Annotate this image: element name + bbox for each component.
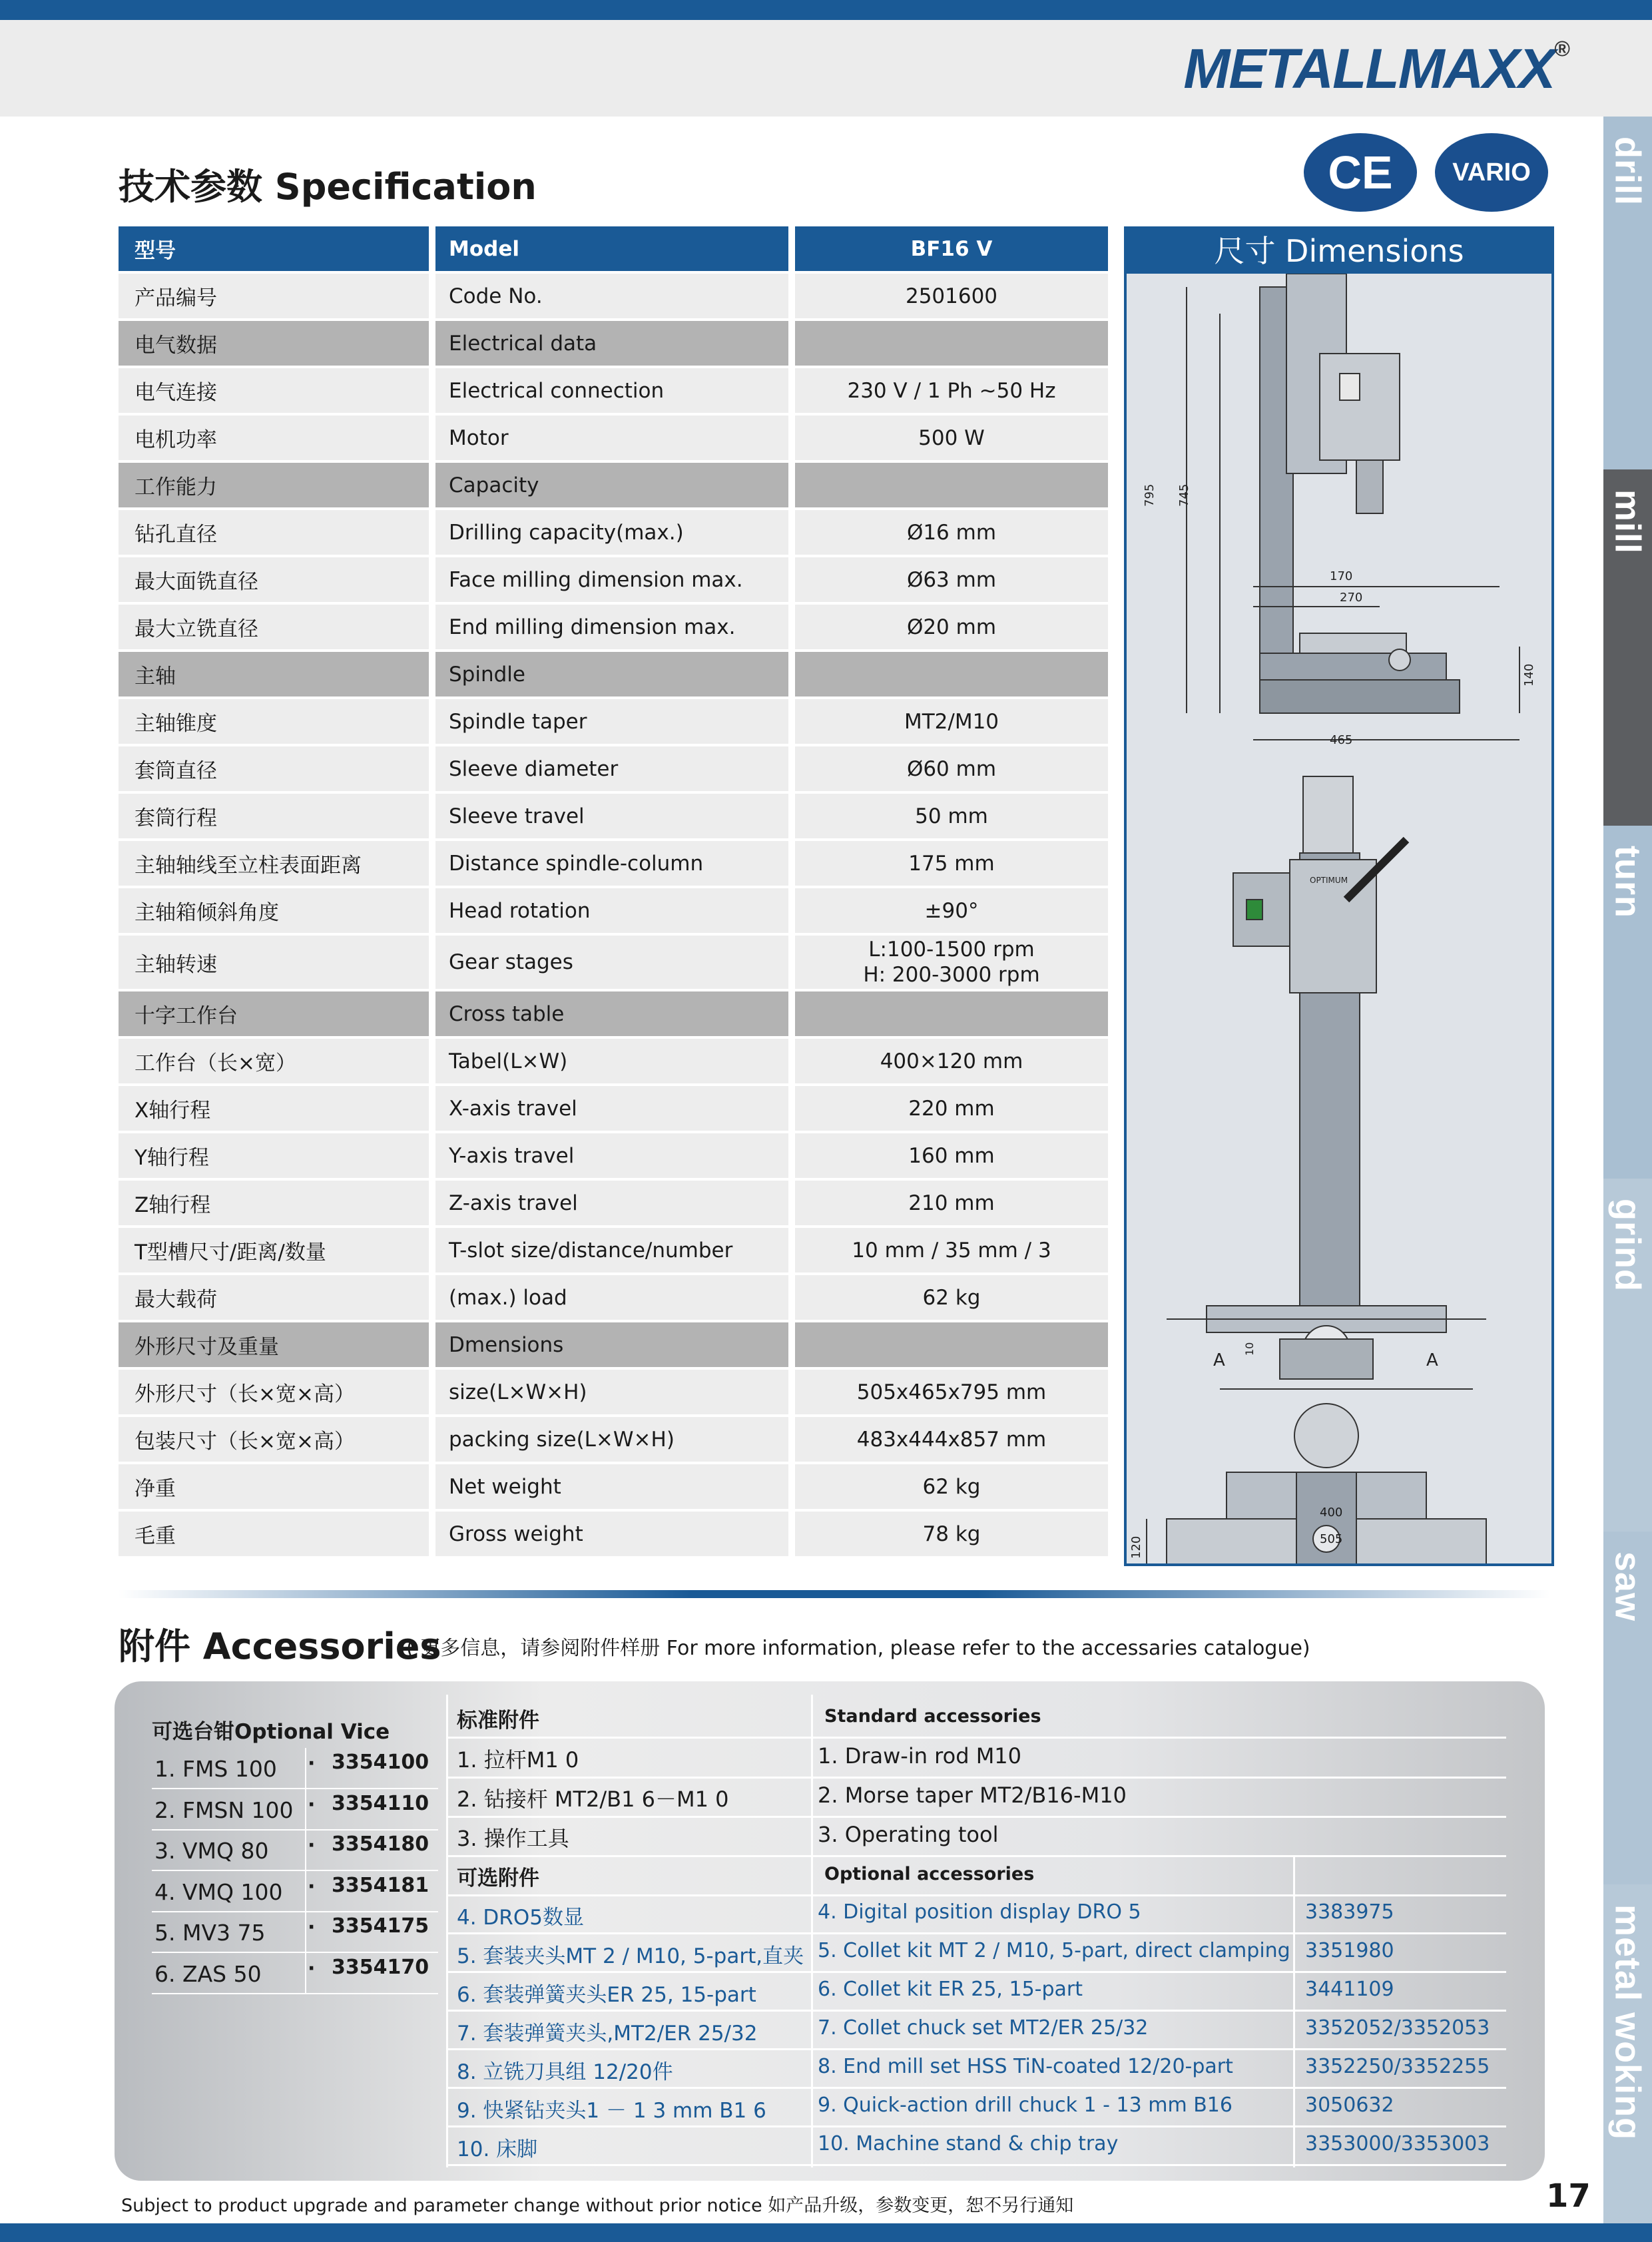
spec-header-row [119,226,1108,271]
std-accessory-en: 1. Draw-in rod M10 [818,1743,1022,1769]
spec-label-en: Spindle [435,652,788,697]
opt-accessory-en: 7. Collet chuck set MT2/ER 25/32 [818,2016,1149,2040]
spec-value: 483x444x857 mm [795,1417,1108,1462]
spec-value: 230 V / 1 Ph ~50 Hz [795,368,1108,413]
spec-label-cn: Z轴行程 [119,1181,429,1225]
opt-accessory-en: 9. Quick-action drill chuck 1 - 13 mm B16 [818,2094,1233,2117]
dim-120: 120 [1129,1536,1143,1559]
acc-divider-2 [811,1695,813,2167]
spec-row [119,557,1108,602]
acc-row-line [447,2087,1506,2089]
spec-row [119,1181,1108,1225]
spec-row [119,746,1108,791]
spec-value-line: H: 200-3000 rpm [863,963,1040,987]
opt-accessory-cn: 7. 套装弹簧夹头,MT2/ER 25/32 [457,2022,758,2046]
opt-accessory-en: 8. End mill set HSS TiN-coated 12/20-part [818,2055,1233,2078]
vice-bullet: · [308,1752,316,1775]
spec-label-cn: 套筒行程 [119,794,429,838]
spec-label-cn: Y轴行程 [119,1133,429,1178]
spec-label-cn: 主轴轴线至立柱表面距离 [119,841,429,886]
spec-label-cn: 电气数据 [119,321,429,366]
spec-row [119,1370,1108,1414]
front-view-drawing [1167,776,1486,1389]
spec-label-cn: 电气连接 [119,368,429,413]
spec-value [795,1322,1108,1367]
acc-row-line [447,2164,1506,2166]
page-title: 技术参数 Specification [119,166,537,208]
acc-row-line [447,2125,1506,2127]
spec-value: 175 mm [795,841,1108,886]
vice-title: 可选台钳Optional Vice [152,1720,390,1744]
spec-label-cn: 十字工作台 [119,991,429,1036]
spec-label-en: Sleeve travel [435,794,788,838]
spec-label-cn: 净重 [119,1464,429,1509]
spec-label-cn: 最大载荷 [119,1275,429,1320]
std-accessory-cn: 2. 钻接杆 MT2/B1 6－M1 0 [457,1787,729,1812]
spec-label-en: T-slot size/distance/number [435,1228,788,1272]
vice-code: 3354180 [332,1832,429,1856]
accessories-note: ( 更多信息，请参阅附件样册 For more information, please refer to the accessaries catalogue) [406,1637,1310,1660]
std-title-cn: 标准附件 [457,1709,539,1733]
spec-row [119,1228,1108,1272]
spec-label-en: (max.) load [435,1275,788,1320]
spec-row [119,991,1108,1036]
spec-label-en: Electrical connection [435,368,788,413]
acc-divider-3 [1293,1856,1295,2167]
spec-value [795,991,1108,1036]
spec-label-cn: 钻孔直径 [119,510,429,555]
opt-accessory-cn: 4. DRO5数显 [457,1906,584,1930]
side-tab-grind[interactable]: grind [1603,1179,1652,1532]
acc-divider-1 [446,1695,448,2167]
opt-accessory-code: 3050632 [1305,2094,1394,2117]
spec-row [119,936,1108,989]
opt-accessory-en: 4. Digital position display DRO 5 [818,1900,1141,1924]
page-number: 17 [1546,2177,1591,2215]
acc-row-line [447,2010,1506,2012]
side-tab-mill[interactable]: mill [1603,469,1652,826]
optimum-label: OPTIMUM [1310,876,1348,885]
spec-label-cn: 最大立铣直径 [119,605,429,649]
spec-label-en: Spindle taper [435,699,788,744]
spec-value: 62 kg [795,1464,1108,1509]
dimensions-header: 尺寸 Dimensions [1124,226,1554,271]
side-tab-saw[interactable]: saw [1603,1532,1652,1884]
vice-bullet: · [308,1916,316,1939]
spec-value [795,321,1108,366]
section-separator [119,1590,1550,1598]
spec-value: Ø63 mm [795,557,1108,602]
spec-value-line: L:100-1500 rpm [868,938,1035,962]
spec-header-cn: 型号 [119,226,429,271]
std-accessory-cn: 3. 操作工具 [457,1826,569,1851]
opt-accessory-cn: 5. 套装夹头MT 2 / M10, 5-part,直夹 [457,1944,804,1968]
spec-label-en: Z-axis travel [435,1181,788,1225]
spec-row [119,416,1108,460]
opt-accessory-en: 10. Machine stand & chip tray [818,2132,1119,2155]
vice-bullet: · [308,1874,316,1898]
opt-accessory-cn: 10. 床脚 [457,2137,538,2161]
vice-code: 3354110 [332,1791,429,1815]
spec-value [795,463,1108,507]
spec-label-cn: T型槽尺寸/距离/数量 [119,1228,429,1272]
vice-bullet: · [308,1834,316,1857]
opt-accessory-cn: 8. 立铣刀具组 12/20件 [457,2060,673,2084]
spec-label-cn: 包装尺寸（长×宽×高） [119,1417,429,1462]
acc-row-line [447,1855,1506,1857]
dim-505: 505 [1320,1532,1343,1546]
opt-accessory-code: 3351980 [1305,1939,1394,1962]
spec-row [119,841,1108,886]
brand-logo: METALLMAXX® [1183,37,1569,100]
spec-label-en: Head rotation [435,888,788,933]
spec-label-en: Y-axis travel [435,1133,788,1178]
opt-title-cn: 可选附件 [457,1866,539,1890]
dim-795: 795 [1143,483,1157,507]
opt-accessory-cn: 9. 快紧钻夹头1 － 1 3 mm B1 6 [457,2099,766,2123]
spec-header-model: BF16 V [795,226,1108,271]
spec-header-en: Model [435,226,788,271]
spec-value: 505x465x795 mm [795,1370,1108,1414]
vice-item: 2. FMSN 100 [154,1797,294,1823]
spec-label-en: X-axis travel [435,1086,788,1131]
acc-row-line [447,1777,1506,1779]
ce-badge: CE [1304,133,1417,212]
spec-value [795,936,1108,989]
spec-value: 500 W [795,416,1108,460]
std-accessory-cn: 1. 拉杆M1 0 [457,1747,579,1773]
spec-value: ±90° [795,888,1108,933]
opt-accessory-en: 5. Collet kit MT 2 / M10, 5-part, direct clamping [818,1939,1290,1962]
spec-label-cn: 主轴锥度 [119,699,429,744]
spec-row [119,605,1108,649]
spec-row [119,652,1108,697]
spec-label-en: size(L×W×H) [435,1370,788,1414]
vice-bullet: · [308,1793,316,1817]
std-title-en: Standard accessories [824,1706,1041,1727]
spec-value-multiline [863,937,1039,987]
spec-value: 400×120 mm [795,1039,1108,1083]
vice-row-line [152,1829,438,1830]
spec-value: 220 mm [795,1086,1108,1131]
spec-value: 210 mm [795,1181,1108,1225]
acc-row-line [447,1971,1506,1973]
spec-row [119,794,1108,838]
opt-accessory-cn: 6. 套装弹簧夹头ER 25, 15-part [457,1983,756,2007]
spec-value: Ø20 mm [795,605,1108,649]
spec-row [119,1464,1108,1509]
spec-value: MT2/M10 [795,699,1108,744]
spec-label-cn: X轴行程 [119,1086,429,1131]
opt-accessory-code: 3441109 [1305,1978,1394,2001]
vice-code: 3354170 [332,1955,429,1979]
vice-code: 3354175 [332,1914,429,1938]
spec-label-en: Electrical data [435,321,788,366]
std-accessory-en: 2. Morse taper MT2/B16-M10 [818,1783,1127,1808]
spec-value [795,652,1108,697]
spec-label-en: Face milling dimension max. [435,557,788,602]
spec-label-en: Dmensions [435,1322,788,1367]
std-accessory-en: 3. Operating tool [818,1822,999,1847]
acc-row-line [447,1816,1506,1818]
spec-row [119,463,1108,507]
dim-140: 140 [1522,663,1536,687]
dim-270: 270 [1340,591,1363,605]
spec-label-cn: 主轴转速 [119,936,429,989]
dim-400: 400 [1320,1506,1343,1520]
vice-row-line [152,1788,438,1789]
spec-label-cn: 套筒直径 [119,746,429,791]
spec-label-cn: 主轴 [119,652,429,697]
spec-row [119,1275,1108,1320]
vice-bullet: · [308,1956,316,1980]
opt-accessory-code: 3353000/3353003 [1305,2132,1490,2155]
spec-label-cn: 外形尺寸（长×宽×高） [119,1370,429,1414]
spec-label-en: Gear stages [435,936,788,989]
spec-value: 50 mm [795,794,1108,838]
spec-label-en: Gross weight [435,1512,788,1556]
spec-value: 62 kg [795,1275,1108,1320]
spec-label-en: Sleeve diameter [435,746,788,791]
spec-label-cn: 毛重 [119,1512,429,1556]
opt-accessory-code: 3383975 [1305,1900,1394,1924]
spec-label-cn: 最大面铣直径 [119,557,429,602]
top-bar [0,0,1652,20]
acc-row-line [447,1894,1506,1896]
spec-label-cn: 产品编号 [119,274,429,318]
spec-row [119,1417,1108,1462]
vice-row-line [152,1911,438,1912]
spec-value: Ø16 mm [795,510,1108,555]
spec-label-en: End milling dimension max. [435,605,788,649]
dimensions-drawing [1124,271,1554,1566]
vice-item: 3. VMQ 80 [154,1838,269,1864]
vice-code: 3354100 [332,1751,429,1774]
spec-row [119,510,1108,555]
spec-label-en: Tabel(L×W) [435,1039,788,1083]
bottom-bar [0,2223,1652,2242]
spec-label-cn: 外形尺寸及重量 [119,1322,429,1367]
spec-label-en: Net weight [435,1464,788,1509]
vice-row-line [152,1952,438,1953]
dim-465: 465 [1330,733,1353,747]
vice-row-line [152,1870,438,1871]
spec-value: 78 kg [795,1512,1108,1556]
spec-label-en: Drilling capacity(max.) [435,510,788,555]
dim-170: 170 [1330,569,1353,583]
spec-row [119,368,1108,413]
vice-item: 5. MV3 75 [154,1920,266,1946]
spec-value: Ø60 mm [795,746,1108,791]
spec-value: 160 mm [795,1133,1108,1178]
accessories-title: 附件 Accessories [119,1625,441,1667]
spec-row [119,699,1108,744]
opt-accessory-code: 3352250/3352255 [1305,2055,1490,2078]
vice-code: 3354181 [332,1873,429,1897]
side-tab-metal-woking[interactable]: metal woking [1603,1884,1652,2223]
dim-10: 10 [1243,1342,1256,1356]
side-view-drawing [1187,274,1519,740]
section-mark-a-left: A [1213,1350,1225,1370]
spec-label-en: Distance spindle-column [435,841,788,886]
acc-row-line [447,2048,1506,2050]
spec-value: 10 mm / 35 mm / 3 [795,1228,1108,1272]
spec-label-cn: 电机功率 [119,416,429,460]
spec-label-en: packing size(L×W×H) [435,1417,788,1462]
spec-row [119,1086,1108,1131]
side-tab-turn[interactable]: turn [1603,826,1652,1179]
side-tab-drill[interactable]: drill [1603,117,1652,469]
vice-row-line [152,1993,438,1994]
spec-label-en: Code No. [435,274,788,318]
acc-row-line [447,1932,1506,1934]
spec-label-cn: 工作台（长×宽） [119,1039,429,1083]
spec-row [119,1322,1108,1367]
dim-745: 745 [1177,483,1191,507]
opt-accessory-code: 3352052/3352053 [1305,2016,1490,2040]
spec-row [119,274,1108,318]
vice-item: 4. VMQ 100 [154,1878,283,1905]
opt-accessory-en: 6. Collet kit ER 25, 15-part [818,1978,1083,2001]
spec-label-en: Capacity [435,463,788,507]
spec-row [119,1512,1108,1556]
machine-drawings [1127,274,1551,1563]
spec-row [119,1133,1108,1178]
spec-row [119,1039,1108,1083]
vice-divider [305,1748,306,1994]
spec-label-en: Motor [435,416,788,460]
footer-note: Subject to product upgrade and parameter change without prior notice 如产品升级，参数变更，恕不另行通知 [121,2195,1074,2216]
opt-title-en: Optional accessories [824,1864,1035,1884]
vice-item: 6. ZAS 50 [154,1960,262,1987]
spec-label-cn: 主轴箱倾斜角度 [119,888,429,933]
section-mark-a-right: A [1426,1350,1438,1370]
spec-label-en: Cross table [435,991,788,1036]
spec-row [119,321,1108,366]
vario-badge: VARIO [1435,133,1548,212]
vice-item: 1. FMS 100 [154,1756,277,1782]
spec-row [119,888,1108,933]
acc-row-line [447,1737,1506,1739]
spec-value: 2501600 [795,274,1108,318]
spec-label-cn: 工作能力 [119,463,429,507]
